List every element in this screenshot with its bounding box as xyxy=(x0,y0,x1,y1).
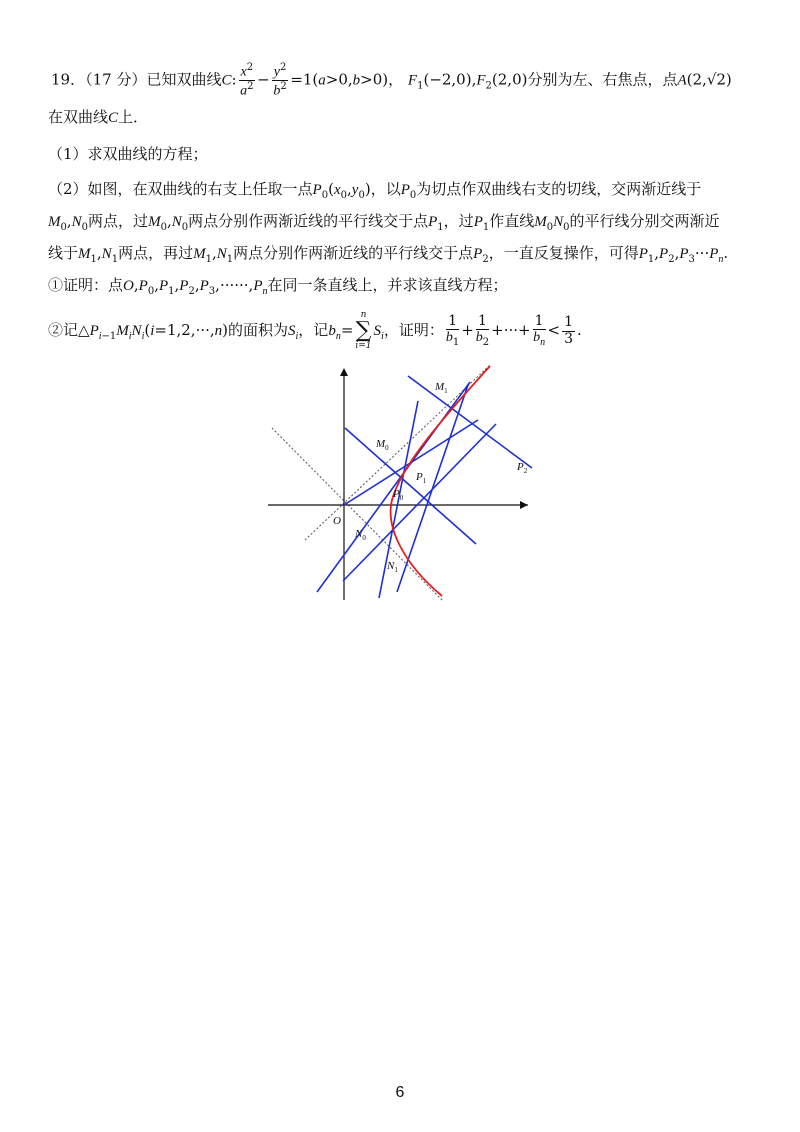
label-m1: $M_1$ xyxy=(435,381,448,395)
label-n0: $N_0$ xyxy=(355,528,366,542)
problem-text: 为切点作双曲线右支的切线，交两渐近线于 xyxy=(416,180,702,198)
problem-text: 分别为左、右焦点，点 xyxy=(527,70,678,89)
part-2-line-2: $M_0,N_0$两点，过$M_0,N_0$两点分别作两渐近线的平行线交于点$P_1$，过$P_1$作直线$M_0N_0$的平行线分别交两渐近 xyxy=(48,212,720,233)
problem-text: （2）如图，在双曲线的右支上任取一点 xyxy=(48,180,313,198)
fraction-y: $\frac{y^2}{b^2}$ xyxy=(273,62,287,99)
problem-text: 在双曲线 xyxy=(48,108,109,126)
line-parallel-asym-1 xyxy=(408,376,532,468)
problem-text: 在同一条直线上，并求该直线方程； xyxy=(267,276,508,294)
problem-line-1: 19．（17 分）已知双曲线C: $\frac{x^2}{a^2}$ − $\frac{y^2}{b^2}$ =1(a>0,b>0)， $F_1(-2,0),F_2(2,0)$分别为左、右焦点，点A(2,√2) xyxy=(51,62,732,99)
problem-text: 两点，过 xyxy=(88,212,149,230)
problem-text: 的平行线分别交两渐近 xyxy=(569,212,720,230)
problem-text: ，过 xyxy=(443,212,474,230)
sub-question-1: ①证明：点$O,P_0,P_1,P_2,P_3,\cdot\cdot\cdot\cdot\cdot\cdot,P_n$在同一条直线上，并求该直线方程； xyxy=(48,276,508,297)
problem-text: 已知双曲线 xyxy=(146,70,222,89)
sum-symbol: n ∑ i=1 xyxy=(355,310,372,351)
problem-text: 上． xyxy=(118,108,149,126)
part-2-line-3: 线于$M_1,N_1$两点，再过$M_1,N_1$两点分别作两渐近线的平行线交于点$P_2$，一直反复操作，可得$P_1,P_2,P_3\cdot\cdot\cdot P_n$. xyxy=(48,244,729,265)
problem-text: 作直线 xyxy=(489,212,535,230)
problem-number: 19． xyxy=(51,70,86,89)
asymptote-line xyxy=(305,365,490,540)
problem-points: （17 分） xyxy=(85,70,147,89)
fraction-x: $\frac{x^2}{a^2}$ xyxy=(240,62,254,99)
y-axis-arrow xyxy=(340,368,348,376)
problem-text: 线于 xyxy=(48,244,79,262)
part-1-text: （1）求双曲线的方程； xyxy=(48,145,208,163)
page-number: 6 xyxy=(395,1084,405,1101)
part-1 xyxy=(48,143,208,164)
problem-line-2: 在双曲线C上． xyxy=(48,108,149,126)
label-m0: $M_0$ xyxy=(376,438,389,452)
problem-text: 两点，再过 xyxy=(118,244,194,262)
part-2-line-1: （2）如图，在双曲线的右支上任取一点$P_0(x_0,y_0)$，以$P_0$为切点作双曲线右支的切线，交两渐近线于 xyxy=(48,180,702,201)
problem-text: 两点分别作两渐近线的平行线交于点 xyxy=(233,244,474,262)
hyperbola-figure xyxy=(262,362,538,607)
x-axis-arrow xyxy=(520,501,528,509)
label-n1: $N_1$ xyxy=(387,560,398,574)
problem-text: ，以 xyxy=(370,180,401,198)
problem-text: 两点分别作两渐近线的平行线交于点 xyxy=(188,212,429,230)
problem-text: ，记 xyxy=(298,321,329,339)
problem-text: ，一直反复操作，可得 xyxy=(488,244,639,262)
problem-text: 的面积为 xyxy=(228,321,289,339)
label-origin: O xyxy=(333,515,341,527)
problem-text: ，证明： xyxy=(383,321,444,339)
label-p1: $P_1$ xyxy=(416,471,427,485)
sub-question-2: ②记$\triangle P_{i-1}M_iN_i(i=1,2,\cdot\cdot\cdot,n)$的面积为$S_i$，记$b_n=$ n ∑ i=1 $S_i$，证明： $\frac{1}{b_1}$ + $\frac{1}{b_2}$ +···+ $\frac{1}{b_n}$ < $\frac{1}{3}$ . xyxy=(48,310,582,351)
label-p2: $P_2$ xyxy=(517,461,528,475)
problem-text: ①证明：点 xyxy=(48,276,124,294)
problem-text: ②记 xyxy=(48,321,79,339)
label-p0: $P_0$ xyxy=(393,488,404,502)
